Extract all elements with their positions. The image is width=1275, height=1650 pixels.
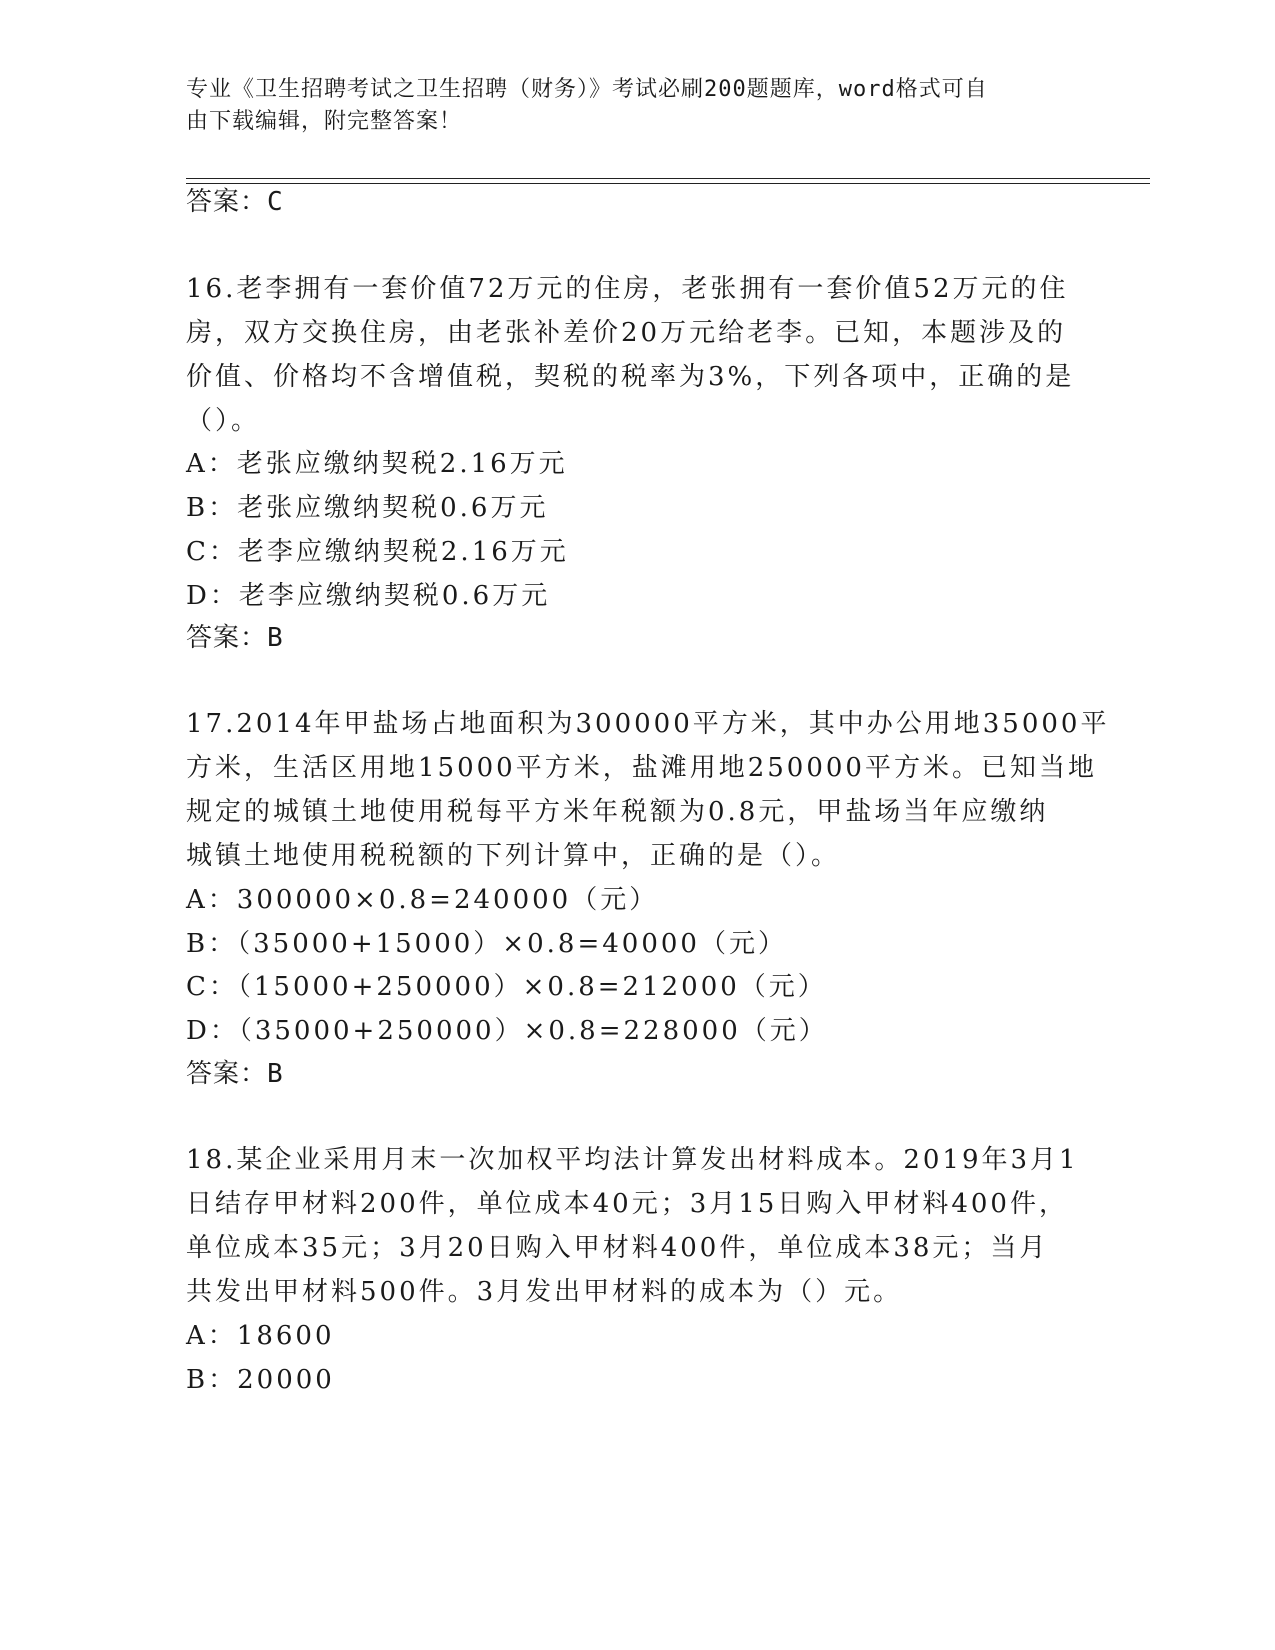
question-16-line-1: 16.老李拥有一套价值72万元的住房，老张拥有一套价值52万元的住: [186, 274, 1069, 304]
previous-answer: 答案：C: [186, 187, 284, 217]
question-17-line-3: 规定的城镇土地使用税每平方米年税额为0.8元，甲盐场当年应缴纳: [186, 797, 1049, 827]
header-line-2: 由下载编辑，附完整答案！: [186, 109, 463, 134]
question-17-option-d: D：（35000+250000）×0.8=228000（元）: [186, 1016, 828, 1046]
question-17-option-b: B：（35000+15000）×0.8=40000（元）: [186, 929, 787, 959]
question-18-line-1: 18.某企业采用月末一次加权平均法计算发出材料成本。2019年3月1: [186, 1145, 1079, 1175]
question-16-line-4: （）。: [186, 406, 261, 436]
question-17-line-1: 17.2014年甲盐场占地面积为300000平方米，其中办公用地35000平: [186, 709, 1110, 739]
question-16-line-3: 价值、价格均不含增值税，契税的税率为3%，下列各项中，正确的是: [186, 362, 1075, 392]
header-divider-bottom: [186, 183, 1150, 184]
question-18-line-3: 单位成本35元；3月20日购入甲材料400件，单位成本38元；当月: [186, 1233, 1049, 1263]
question-17-option-a: A：300000×0.8=240000（元）: [186, 885, 659, 915]
question-18-option-b: B：20000: [186, 1365, 335, 1395]
header-line-1: 专业《卫生招聘考试之卫生招聘（财务）》考试必刷200题题库，word格式可自: [186, 77, 988, 102]
question-18-line-4: 共发出甲材料500件。3月发出甲材料的成本为（）元。: [186, 1277, 903, 1307]
question-16-answer: 答案：B: [186, 623, 284, 653]
question-17-option-c: C：（15000+250000）×0.8=212000（元）: [186, 972, 827, 1002]
question-16-option-d: D：老李应缴纳契税0.6万元: [186, 581, 551, 611]
question-16-option-c: C：老李应缴纳契税2.16万元: [186, 537, 569, 567]
question-18-option-a: A：18600: [186, 1321, 335, 1351]
question-18-line-2: 日结存甲材料200件，单位成本40元；3月15日购入甲材料400件，: [186, 1189, 1068, 1219]
question-16-option-a: A：老张应缴纳契税2.16万元: [186, 449, 568, 479]
document-header: [186, 74, 1066, 138]
header-divider-top: [186, 178, 1150, 179]
question-16-line-2: 房，双方交换住房，由老张补差价20万元给老李。已知，本题涉及的: [186, 318, 1067, 348]
question-17-answer: 答案：B: [186, 1059, 284, 1089]
question-17-line-4: 城镇土地使用税税额的下列计算中，正确的是（）。: [186, 841, 841, 871]
question-17-line-2: 方米，生活区用地15000平方米，盐滩用地250000平方米。已知当地: [186, 753, 1097, 783]
question-16-option-b: B：老张应缴纳契税0.6万元: [186, 493, 549, 523]
